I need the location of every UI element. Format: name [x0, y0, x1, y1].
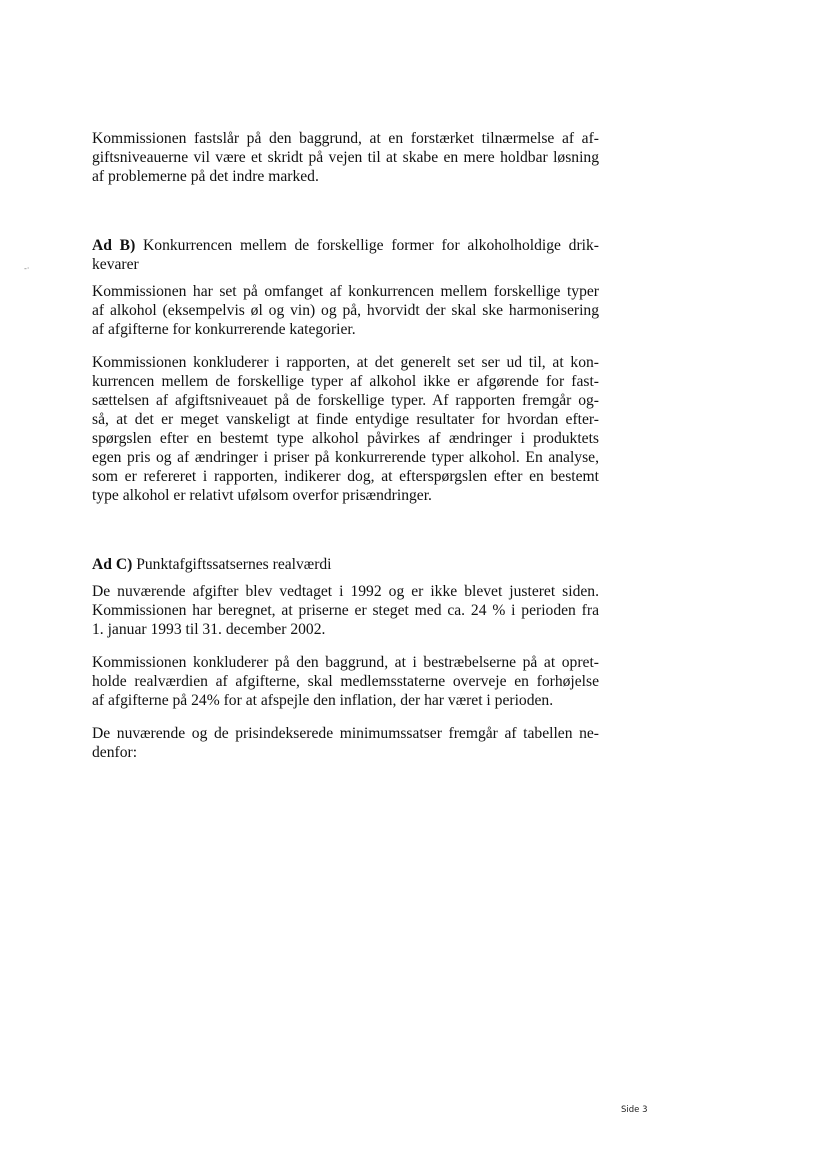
paragraph-realvaerdi	[92, 653, 599, 710]
margin-mark: -·	[24, 264, 30, 273]
text-line: type alkohol er relativt ufølsom overfor prisændringer.	[92, 487, 432, 504]
section-title-ad-b: Konkurrencen mellem de forskellige former for alkoholholdige drik-	[143, 237, 599, 254]
text-line: af afgifterne på 24% for at afspejle den inflation, der har været i perioden.	[92, 692, 554, 709]
paragraph-minimumssatser	[92, 724, 599, 762]
text-line: spørgslen efter en bestemt type alkohol påvirkes af ændringer i produktets	[92, 430, 599, 447]
section-label-ad-c: Ad C)	[92, 556, 133, 573]
paragraph-indre-marked	[92, 129, 599, 186]
text-line: så, at det er meget vanskeligt at finde entydige resultater for hvordan efter-	[92, 411, 599, 428]
paragraph-konkurrence	[92, 282, 599, 339]
text-line: Kommissionen fastslår på den baggrund, at en forstærket tilnærmelse af af-	[92, 130, 599, 147]
text-line: kurrencen mellem de forskellige typer af alkohol ikke er afgørende for fast-	[92, 373, 599, 390]
text-line: af afgifterne for konkurrerende kategorier.	[92, 321, 356, 338]
section-heading-ad-c	[92, 555, 599, 574]
text-line: giftsniveauerne vil være et skridt på vejen til at skabe en mere holdbar løsning	[92, 149, 599, 166]
text-line: holde realværdien af afgifterne, skal medlemsstaterne overveje en forhøjelse	[92, 673, 599, 690]
text-line: denfor:	[92, 744, 138, 761]
text-line: egen pris og af ændringer i priser på konkurrerende typer alkohol. En analyse,	[92, 449, 599, 466]
text-line: kevarer	[92, 256, 139, 273]
text-line: sættelsen af afgiftsniveauet på de forskellige typer. Af rapporten fremgår og-	[92, 392, 599, 409]
text-line: Kommissionen har set på omfanget af konkurrencen mellem forskellige typer	[92, 283, 599, 300]
section-title-ad-c: Punktafgiftssatsernes realværdi	[136, 556, 332, 573]
section-label-ad-b: Ad B)	[92, 237, 136, 254]
paragraph-afgifter-1992	[92, 582, 599, 639]
section-heading-ad-b	[92, 236, 599, 274]
text-line: De nuværende og de prisindekserede minimumssatser fremgår af tabellen ne-	[92, 725, 599, 742]
text-line	[92, 236, 599, 255]
text-line: af alkohol (eksempelvis øl og vin) og på, hvorvidt der skal ske harmonisering	[92, 302, 599, 319]
text-line: 1. januar 1993 til 31. december 2002.	[92, 621, 326, 638]
text-line: som er refereret i rapporten, indikerer dog, at efterspørgslen efter en bestemt	[92, 468, 599, 485]
text-line: Kommissionen har beregnet, at priserne er steget med ca. 24 % i perioden fra	[92, 602, 599, 619]
text-line: Kommissionen konkluderer på den baggrund, at i bestræbelserne på at opret-	[92, 654, 599, 671]
text-line: Kommissionen konkluderer i rapporten, at det generelt set ser ud til, at kon-	[92, 354, 599, 371]
paragraph-konklusion-rapport	[92, 353, 599, 505]
text-line	[92, 555, 599, 574]
page-number: Side 3	[621, 1105, 648, 1115]
document-body	[92, 129, 599, 762]
text-line: af problemerne på det indre marked.	[92, 168, 319, 185]
text-line: De nuværende afgifter blev vedtaget i 1992 og er ikke blevet justeret siden.	[92, 583, 599, 600]
